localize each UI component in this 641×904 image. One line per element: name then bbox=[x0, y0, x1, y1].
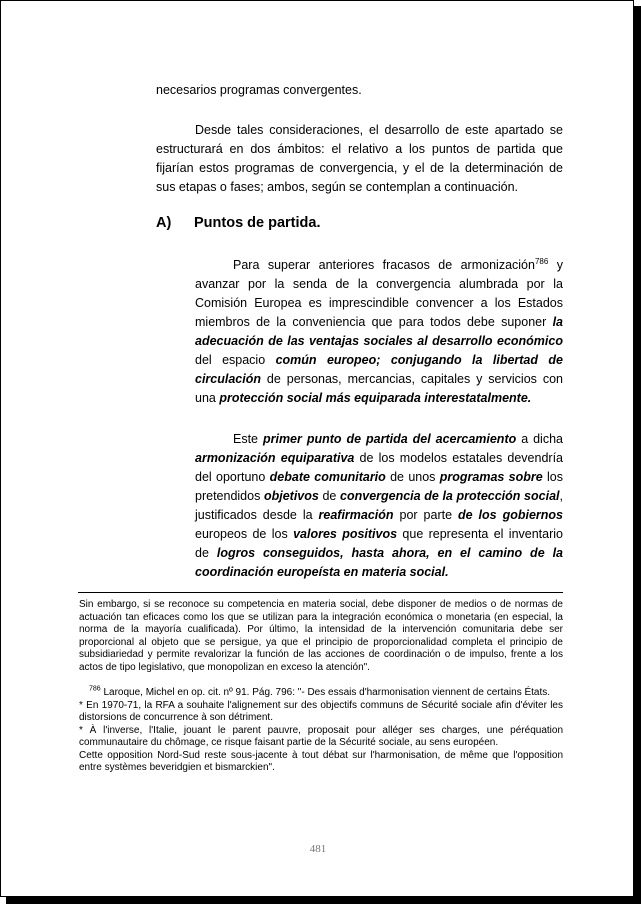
paragraph-primer-punto bbox=[195, 430, 563, 582]
footnote-separator bbox=[78, 592, 563, 593]
footnote-continued: Sin embargo, si se reconoce su competencia en materia social, debe disponer de medios o de normas de actuación tan eficaces como los que se utilizan para la integración económica o monetaria (en especial, la norma de la mayoría cualificada). Por último, la intensidad de la intervención comunitaria debe ser proporcional al objeto que se persigue, ya que el principio de proporcionalidad completa el principio de subsidiariedad y permite revalorizar la función de las acciones de coordinación o de impulso, frente a los actos de tipo legislativo, que monopolizan en exceso la atención". bbox=[79, 599, 563, 673]
footnote-number: 786 bbox=[89, 685, 101, 693]
emphasis-text: convergencia de la protección social bbox=[340, 489, 560, 503]
paragraph-intro: Desde tales consideraciones, el desarrollo de este apartado se estructurará en dos ámbitos: el relativo a los puntos de partida que fijarían estos programas de convergencia, y el de la determinación de sus etapas o fases; ambos, según se contemplan a continuación. bbox=[156, 123, 563, 194]
emphasis-text: armonización equiparativa bbox=[195, 451, 355, 465]
emphasis-text: debate comunitario bbox=[269, 470, 386, 484]
footnote-line: * En 1970-71, la RFA a souhaite l'alignement sur des objectifs communs de Sécurité sociale afin d'éviter les distorsions de concurrence à son détriment. bbox=[79, 699, 563, 723]
footnote-line: * À l'inverse, l'Italie, jouant le parent pauvre, proposait pour alléger ses charges, une péréquation communautaire du chômage, ce risque faisant partie de la Sécurité sociale, au sens européen. bbox=[79, 724, 563, 748]
text-run: de personas, mercancias, capitales y servicios con una bbox=[195, 372, 563, 405]
emphasis-text: común europeo; conjugando la libertad de circulación bbox=[195, 353, 564, 386]
emphasis-text: logros conseguidos, hasta ahora, en el camino de la coordinación europeísta en materia social. bbox=[195, 546, 563, 579]
emphasis-text: protección social más equiparada interestatalmente. bbox=[219, 391, 532, 405]
emphasis-text: valores positivos bbox=[293, 527, 398, 541]
text-run: del espacio bbox=[195, 353, 276, 367]
footnote-text: Laroque, Michel en op. cit. nº 91. Pág. 796: "- Des essais d'harmonisation viennent de certains États. bbox=[100, 687, 551, 698]
text-run: de bbox=[318, 489, 341, 503]
page-shadow-bottom bbox=[6, 897, 641, 904]
text-run: de unos bbox=[385, 470, 440, 484]
emphasis-text: de los gobiernos bbox=[458, 508, 563, 522]
text-run: a dicha bbox=[516, 432, 563, 446]
text-run: , justificados desde la bbox=[195, 489, 563, 522]
emphasis-text: la adecuación de las ventajas sociales al desarrollo económico bbox=[195, 315, 563, 348]
paragraph-puntos-partida bbox=[195, 256, 563, 408]
footnote-786 bbox=[79, 687, 563, 775]
text-run: los pretendidos bbox=[195, 470, 564, 503]
section-heading bbox=[156, 213, 321, 233]
text-run: europeos de los bbox=[195, 527, 294, 541]
text-run: y avanzar por la senda de la convergencia alumbrada por la Comisión Europea es imprescindible convencer a los Estados miembros de la conveniencia que para todos debe suponer bbox=[195, 258, 563, 329]
section-number: A) bbox=[156, 215, 172, 231]
emphasis-text: primer punto de partida del acercamiento bbox=[262, 432, 517, 446]
footnote-reference-786[interactable]: 786 bbox=[534, 256, 549, 266]
footnote-line bbox=[79, 687, 563, 700]
emphasis-text: programas sobre bbox=[439, 470, 543, 484]
text-run: de los modelos estatales devendría del oportuno bbox=[195, 451, 564, 484]
page-shadow-right bbox=[634, 6, 641, 904]
text-run: que representa el inventario de bbox=[195, 527, 563, 560]
section-title: Puntos de partida. bbox=[194, 215, 321, 231]
text-run: por parte bbox=[393, 508, 458, 522]
emphasis-text: objetivos bbox=[263, 489, 319, 503]
emphasis-text: reafirmación bbox=[318, 508, 394, 522]
footnote-line: Cette opposition Nord-Sud reste sous-jacente à tout débat sur l'harmonisation, de même que l'opposition entre systèmes beveridgien et bismarckien". bbox=[79, 749, 563, 773]
text-run: Este bbox=[233, 432, 263, 446]
text-run: Para superar anteriores fracasos de armonización bbox=[233, 258, 535, 272]
page-number: 481 bbox=[309, 843, 327, 855]
paragraph-continuation: necesarios programas convergentes. bbox=[156, 83, 362, 97]
